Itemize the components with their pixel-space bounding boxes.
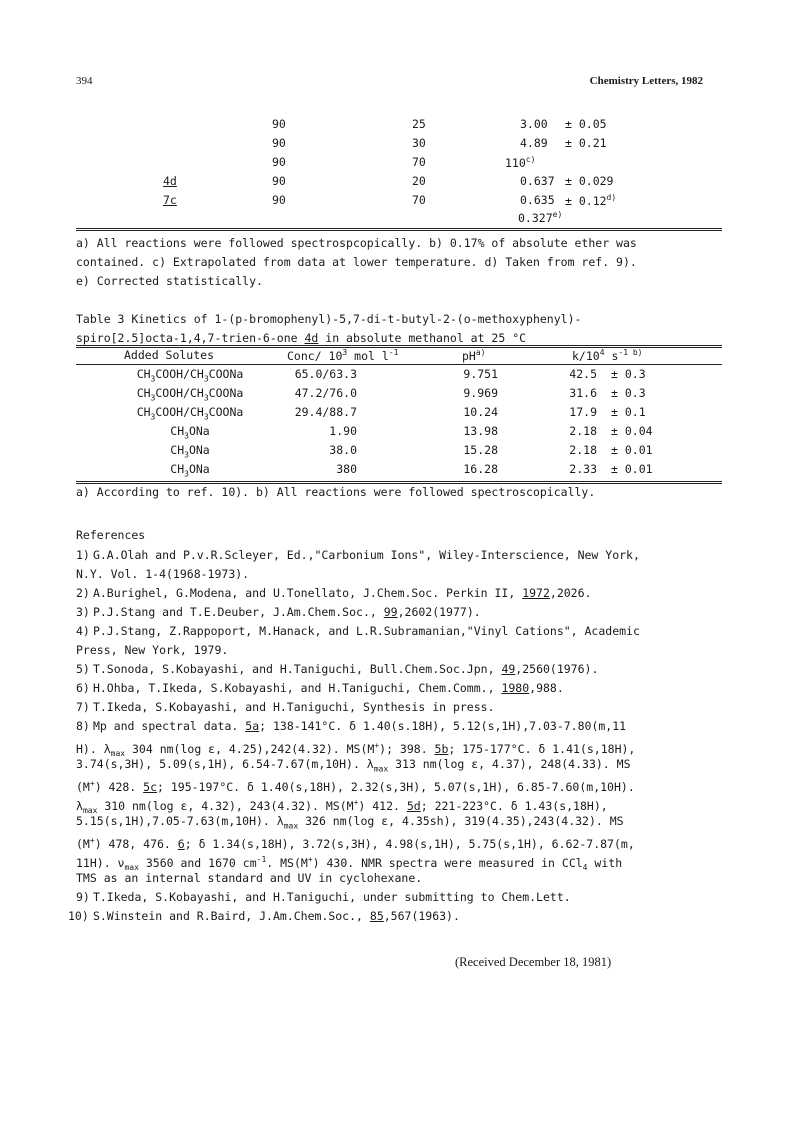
table3-title-line: Table 3 Kinetics of 1-(p-bromophenyl)-5,7-di-t-butyl-2-(o-methoxyphenyl)- xyxy=(76,312,582,326)
solute-cell: $CH_3COOH/CH_3COONa$ xyxy=(136,367,244,384)
reference-4-cont xyxy=(76,641,726,660)
footnote-line: e) Corrected statistically. xyxy=(76,274,263,288)
title-text: in absolute methanol at 25 °C xyxy=(318,331,527,345)
ref-text: (M xyxy=(76,779,90,794)
table2-cell: 90 xyxy=(272,136,286,150)
reference-5 xyxy=(76,660,726,679)
ref-text: . MS(M xyxy=(266,855,308,870)
reference-1 xyxy=(76,546,726,565)
ph-cell: 9.969 xyxy=(463,386,498,400)
k-unit-exp: -1 b) xyxy=(618,348,643,357)
compound-label: 7c xyxy=(163,193,177,207)
reference-8 xyxy=(76,717,726,736)
ref-text: (M xyxy=(76,836,90,851)
ph-cell: 15.28 xyxy=(463,443,498,457)
ref-number: 5) xyxy=(76,662,90,676)
conc-unit-exp: -1 xyxy=(388,348,399,357)
ref-text: with xyxy=(587,855,623,870)
ph-cell: 9.751 xyxy=(463,367,498,381)
ref-text: 5.15(s,1H),7.05-7.63(m,10H). λ xyxy=(76,814,284,828)
superscript: -1 xyxy=(256,855,267,864)
ref-volume: 85 xyxy=(369,909,384,923)
solute-cell: $CH_3ONa$ xyxy=(170,443,210,460)
reference-8-line9 xyxy=(76,869,726,888)
table2-cell: 90 xyxy=(272,155,286,169)
ref-text: Press, New York, 1979. xyxy=(76,643,229,657)
rate-error: ± 0.21 xyxy=(565,136,607,150)
k-exp: 4 xyxy=(599,348,605,357)
col-header-solutes: Added Solutes xyxy=(124,348,215,362)
rate-error: ± 0.029 xyxy=(565,174,614,188)
table3-header-rule xyxy=(76,364,722,365)
table2-bottom-rule-2 xyxy=(76,230,722,231)
conc-label: Conc/ 10 xyxy=(287,348,343,363)
ref-number: 7) xyxy=(76,700,90,714)
extra-value: 0.327 xyxy=(518,210,553,225)
ref-text: 11H). ν xyxy=(76,855,125,870)
subscript: max xyxy=(283,821,299,831)
ref-text: 313 nm(log ε, 4.37), 248(4.33). MS xyxy=(388,757,631,771)
subscript: max xyxy=(124,863,139,873)
journal-header: Chemistry Letters, 1982 xyxy=(589,75,703,87)
ref-text: ) 430. NMR spectra were measured in CCl xyxy=(312,855,583,870)
rate-value: 4.89 xyxy=(520,136,548,150)
ref-text: A.Burighel, G.Modena, and U.Tonellato, J.Chem.Soc. Perkin II, xyxy=(92,586,523,600)
reference-3 xyxy=(76,603,726,622)
k-cell: 17.9 xyxy=(569,405,597,419)
k-cell: 31.6 xyxy=(569,386,597,400)
k-cell: 42.5 xyxy=(569,367,597,381)
table2-footnotes xyxy=(76,234,637,291)
conc-cell: 1.90 xyxy=(329,424,357,438)
ref-text: ; δ 1.34(s,18H), 3.72(s,3H), 4.98(s,1H), 5.75(s,1H), 6.62-7.87(m, xyxy=(184,836,635,851)
solute-cell: $CH_3ONa$ xyxy=(170,424,210,441)
col-header-ph xyxy=(462,348,486,363)
ref-text: ; 221-223°C. δ 1.43(s,18H), xyxy=(420,798,608,813)
ref-text: T.Sonoda, S.Kobayashi, and H.Taniguchi, Bull.Chem.Soc.Jpn, xyxy=(92,662,502,676)
table2-bottom-rule xyxy=(76,228,722,229)
ref-text: 3.74(s,3H), 5.09(s,1H), 6.54-7.67(m,10H). λ xyxy=(76,757,374,771)
footnote-line: contained. c) Extrapolated from data at lower temperature. d) Taken from ref. 9). xyxy=(76,255,637,269)
rate-note: c) xyxy=(525,155,536,164)
superscript: + xyxy=(353,798,359,807)
ref-text: H.Ohba, T.Ikeda, S.Kobayashi, and H.Taniguchi, Chem.Comm., xyxy=(92,681,502,695)
ref-text: ) 428. xyxy=(94,779,144,794)
k-cell: 2.18 xyxy=(569,424,597,438)
compound-ref: 5c xyxy=(143,779,158,794)
ref-volume: 99 xyxy=(383,605,398,619)
table2-extra-value xyxy=(518,210,562,225)
k-unit: s xyxy=(604,348,619,363)
ref-text: 3560 and 1670 cm xyxy=(138,855,257,870)
k-cell: 2.33 xyxy=(569,462,597,476)
solute-cell: $CH_3COOH/CH_3COONa$ xyxy=(136,405,244,422)
k-cell: 2.18 xyxy=(569,443,597,457)
ref-text: λ xyxy=(76,798,83,813)
rate-value: 3.00 xyxy=(520,117,548,131)
subscript: 4 xyxy=(582,863,588,873)
table2-cell: 30 xyxy=(412,136,426,150)
page-number: 394 xyxy=(76,75,93,87)
compound-label: 4d xyxy=(163,174,177,188)
ref-text: P.J.Stang and T.E.Deuber, J.Am.Chem.Soc., xyxy=(92,605,384,619)
table2-cell: 20 xyxy=(412,174,426,188)
k-error-cell: ± 0.3 xyxy=(611,386,646,400)
ref-number: 2) xyxy=(76,586,90,600)
title-text: spiro[2.5]octa-1,4,7-trien-6-one xyxy=(76,331,305,345)
ref-text: TMS as an internal standard and UV in cyclohexane. xyxy=(76,871,423,885)
extra-note: e) xyxy=(552,210,563,219)
reference-6 xyxy=(76,679,726,698)
ref-text: ,567(1963). xyxy=(383,909,460,923)
rate-value: 0.637 xyxy=(520,174,555,188)
compound-ref: 6 xyxy=(177,836,185,851)
ref-number: 9) xyxy=(76,890,90,904)
ref-text: S.Winstein and R.Baird, J.Am.Chem.Soc., xyxy=(92,909,370,923)
table3-footnote: a) According to ref. 10). b) All reactions were followed spectroscopically. xyxy=(76,485,596,499)
rate-note: d) xyxy=(606,193,617,202)
table2-cell: 70 xyxy=(412,155,426,169)
ref-text: H). λ xyxy=(76,741,111,756)
rate-error: ± $0.12^{d)}$ xyxy=(565,193,617,208)
subscript: max xyxy=(373,764,389,774)
conc-cell: 380 xyxy=(336,462,357,476)
ph-cell: 16.28 xyxy=(463,462,498,476)
col-header-conc xyxy=(287,348,398,363)
subscript: max xyxy=(82,806,98,816)
table3-bottom-rule-2 xyxy=(76,483,722,484)
rate-value: 0.635 xyxy=(520,193,555,207)
table3-bottom-rule xyxy=(76,481,722,482)
superscript: + xyxy=(307,855,313,864)
ref-text: ,2026. xyxy=(549,586,592,600)
ref-text: 304 nm(log ε, 4.25),242(4.32). MS(M xyxy=(125,741,375,756)
received-date: (Received December 18, 1981) xyxy=(455,955,612,969)
k-error-cell: ± 0.3 xyxy=(611,367,646,381)
ref-text: T.Ikeda, S.Kobayashi, and H.Taniguchi, under submitting to Chem.Lett. xyxy=(92,890,571,904)
ref-volume: 1980 xyxy=(501,681,530,695)
k-error-cell: ± 0.01 xyxy=(611,443,653,457)
table2-cell: 90 xyxy=(272,174,286,188)
table2-cell: 70 xyxy=(412,193,426,207)
conc-cell: 65.0/63.3 xyxy=(294,367,357,381)
table3-top-rule xyxy=(76,345,722,346)
table3-title xyxy=(76,310,581,348)
references-heading: References xyxy=(76,528,146,542)
k-label: k/10 xyxy=(572,348,600,363)
ref-text: ; 175-177°C. δ 1.41(s,18H), xyxy=(448,741,636,756)
conc-exp: 3 xyxy=(342,348,348,357)
solute-cell: $CH_3COOH/CH_3COONa$ xyxy=(136,386,244,403)
ref-text: 310 nm(log ε, 4.32), 243(4.32). MS(M xyxy=(97,798,354,813)
ph-cell: 13.98 xyxy=(463,424,498,438)
compound-ref: 5a xyxy=(245,719,260,733)
k-error-cell: ± 0.04 xyxy=(611,424,653,438)
rate-error: ± 0.05 xyxy=(565,117,607,131)
table2-cell: 90 xyxy=(272,117,286,131)
ref-volume: 1972 xyxy=(522,586,550,600)
ref-volume: 49 xyxy=(501,662,516,676)
solute-cell: $CH_3ONa$ xyxy=(170,462,210,479)
reference-4 xyxy=(76,622,726,641)
ref-number: 1) xyxy=(76,548,90,562)
ref-number: 6) xyxy=(76,681,90,695)
table2-cell: 90 xyxy=(272,193,286,207)
conc-cell: 38.0 xyxy=(329,443,357,457)
reference-9 xyxy=(76,888,726,907)
ref-text: ,2602(1977). xyxy=(397,605,481,619)
ph-cell: 10.24 xyxy=(463,405,498,419)
ref-text: ,988. xyxy=(529,681,564,695)
ref-number: 3) xyxy=(76,605,90,619)
superscript: + xyxy=(89,779,95,788)
ref-number: 10) xyxy=(68,909,89,923)
ref-text: T.Ikeda, S.Kobayashi, and H.Taniguchi, Synthesis in press. xyxy=(92,700,495,714)
reference-7 xyxy=(76,698,726,717)
superscript: + xyxy=(374,741,380,750)
k-error-cell: ± 0.01 xyxy=(611,462,653,476)
ref-text: ; 138-141°C. δ 1.40(s.18H), 5.12(s,1H),7.03-7.80(m,11 xyxy=(259,719,627,733)
footnote-line: a) All reactions were followed spectrospcopically. b) 0.17% of absolute ether was xyxy=(76,236,637,250)
k-error-cell: ± 0.1 xyxy=(611,405,646,419)
ref-text: ); 398. xyxy=(379,741,435,756)
superscript: + xyxy=(89,836,95,845)
ref-text: ) 478, 476. xyxy=(94,836,178,851)
ref-number: 8) xyxy=(76,719,90,733)
ref-number: 4) xyxy=(76,624,90,638)
ref-text: ,2560(1976). xyxy=(515,662,599,676)
conc-cell: 29.4/88.7 xyxy=(294,405,357,419)
conc-cell: 47.2/76.0 xyxy=(294,386,357,400)
col-header-k xyxy=(572,348,642,363)
ph-note: a) xyxy=(475,348,486,357)
ref-text: ; 195-197°C. δ 1.40(s,18H), 2.32(s,3H), 5.07(s,1H), 6.85-7.60(m,10H). xyxy=(157,779,635,794)
ref-text: ) 412. xyxy=(358,798,407,813)
conc-unit: mol l xyxy=(347,348,389,363)
compound-ref: 5d xyxy=(406,798,421,813)
ref-text: N.Y. Vol. 1-4(1968-1973). xyxy=(76,567,250,581)
table2-cell: 25 xyxy=(412,117,426,131)
reference-1-cont xyxy=(76,565,726,584)
compound-ref: 5b xyxy=(434,741,449,756)
ref-text: Mp and spectral data. xyxy=(92,719,246,733)
compound-ref: 4d xyxy=(304,331,319,345)
ph-label: pH xyxy=(462,348,476,363)
rate-value: 110$^{c)}$ xyxy=(505,155,536,170)
ref-text: P.J.Stang, Z.Rappoport, M.Hanack, and L.R.Subramanian,"Vinyl Cations", Academic xyxy=(92,624,640,638)
reference-2 xyxy=(76,584,726,603)
reference-10 xyxy=(68,907,726,926)
ref-text: 326 nm(log ε, 4.35sh), 319(4.35),243(4.32). MS xyxy=(298,814,624,828)
ref-text: G.A.Olah and P.v.R.Scleyer, Ed.,"Carbonium Ions", Wiley-Interscience, New York, xyxy=(92,548,640,562)
subscript: max xyxy=(110,749,126,759)
